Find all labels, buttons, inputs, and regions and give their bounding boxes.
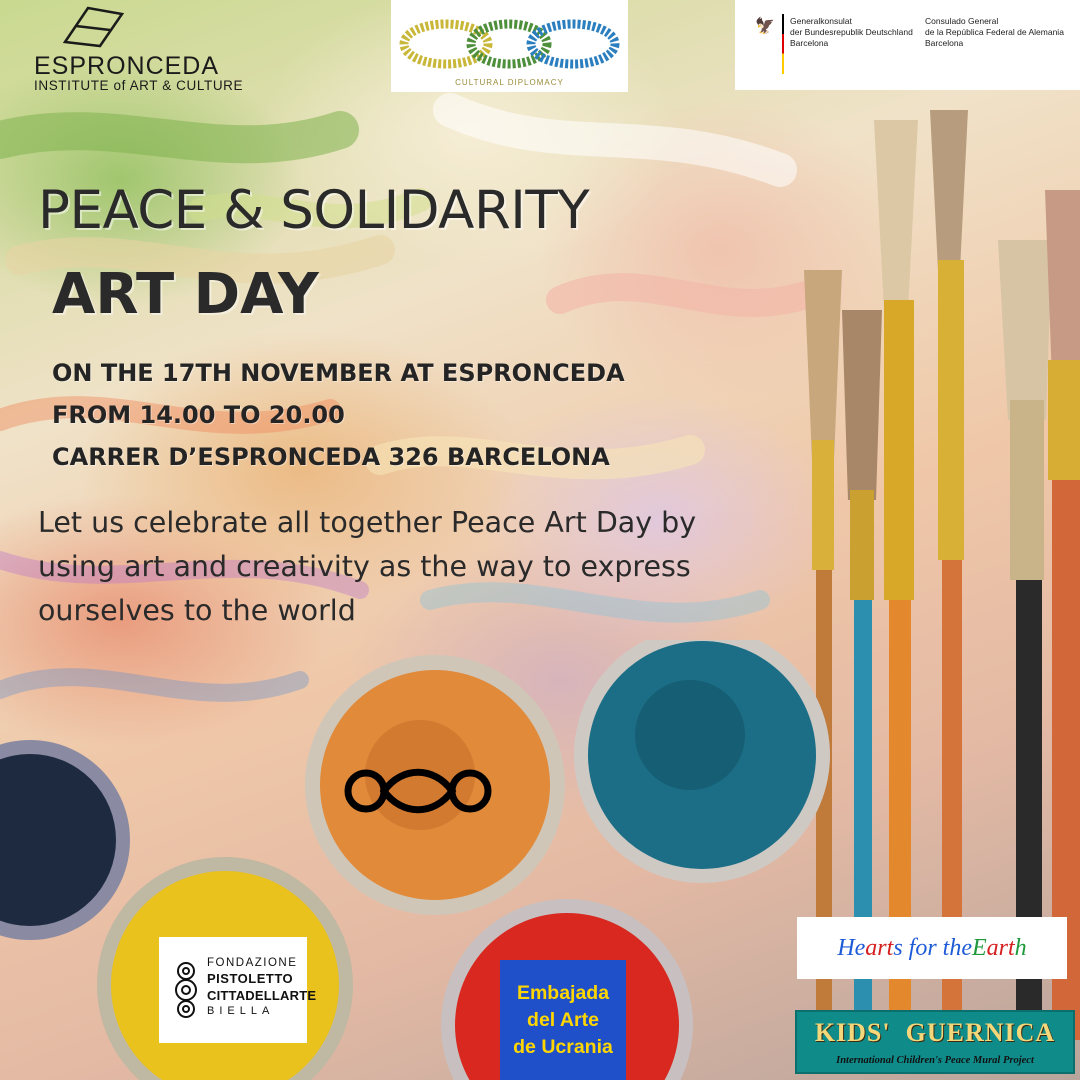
german-consulate-logo (735, 0, 1080, 90)
espronceda-subtitle: INSTITUTE of ART & CULTURE (34, 78, 244, 93)
pistoletto-line-3: CITTADELLARTE (207, 988, 317, 1003)
event-address: CARRER D’ESPRONCEDA 326 BARCELONA (52, 443, 610, 471)
infinity-people-icon (391, 0, 628, 80)
infinity-symbol-icon (342, 762, 494, 820)
pistoletto-mark-icon (167, 959, 205, 1021)
event-description: Let us celebrate all together Peace Art Day by using art and creativity as the way to express ourselves to the world (38, 506, 697, 627)
hearts-for-the-earth-logo: He art s for the E art h (797, 917, 1067, 979)
event-date: ON THE 17TH NOVEMBER AT ESPRONCEDA (52, 359, 625, 387)
consulate-text-es: Consulado General de la República Federal de Alemania Barcelona (925, 16, 1064, 48)
embajada-del-arte-logo: Embajada del Arte de Ucrania (500, 960, 626, 1080)
german-flag-stripe (782, 14, 784, 74)
espronceda-logo (30, 2, 250, 92)
espronceda-name: ESPRONCEDA (34, 52, 220, 80)
event-time: FROM 14.00 TO 20.00 (52, 401, 345, 429)
pistoletto-line-1: FONDAZIONE (207, 957, 298, 969)
fondazione-pistoletto-logo (159, 937, 317, 1043)
espronceda-logo-mark (60, 2, 130, 50)
title-peace-solidarity: PEACE & SOLIDARITY (38, 180, 590, 241)
eagle-icon: 🦅 (755, 16, 775, 35)
paint-pots (0, 640, 840, 1080)
pistoletto-line-2: PISTOLETTO (207, 971, 294, 986)
cultural-diplomacy-text: CULTURAL DIPLOMACY (455, 78, 564, 87)
kids-guernica-logo (795, 1010, 1075, 1074)
kids-guernica-subtitle: International Children's Peace Mural Project (836, 1055, 1034, 1066)
consulate-text-de: Generalkonsulat der Bundesrepublik Deutschland Barcelona (790, 16, 913, 48)
event-info (52, 352, 625, 478)
cultural-diplomacy-logo (391, 0, 628, 92)
pistoletto-line-4: BIELLA (207, 1005, 275, 1017)
kids-guernica-title: KIDS' GUERNICA (814, 1018, 1056, 1047)
title-art-day: ART DAY (52, 262, 319, 327)
